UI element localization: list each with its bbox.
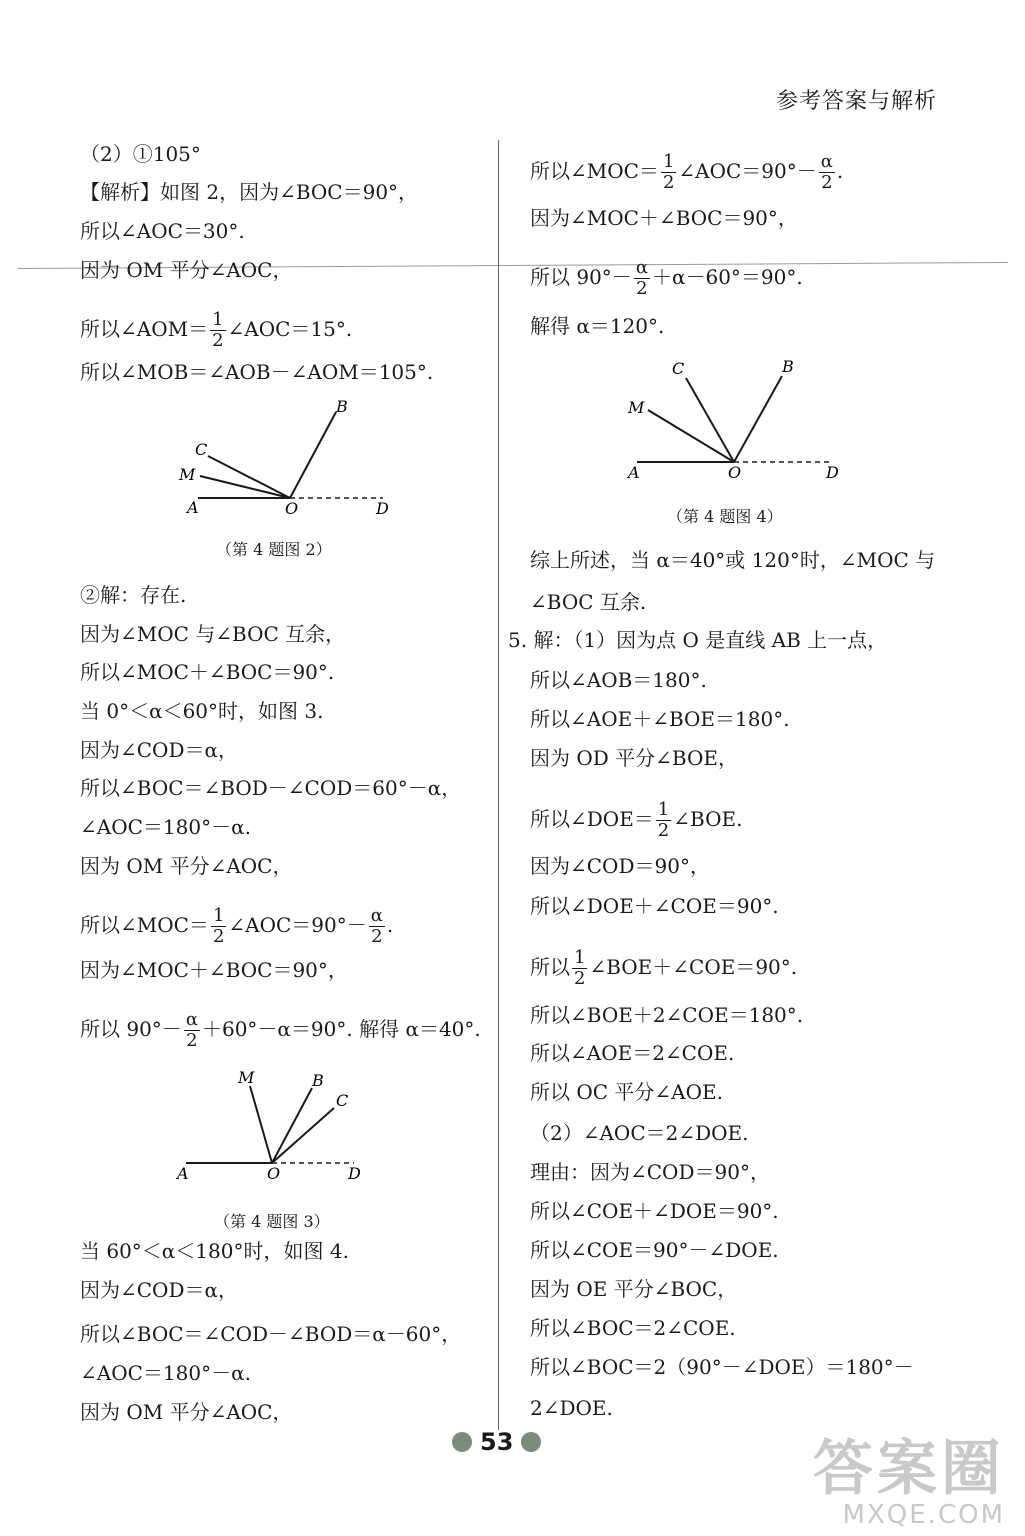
denominator: 2 <box>212 926 225 947</box>
text-line: 当 60°＜α＜180°时，如图 4. <box>80 1239 349 1263</box>
text-line: 5. 解：（1）因为点 O 是直线 AB 上一点， <box>508 628 888 652</box>
text-segment: ＋α－60°＝90°. <box>651 265 803 289</box>
label-D: D <box>376 499 389 518</box>
ray-OC <box>686 378 734 462</box>
denominator: 2 <box>662 172 675 193</box>
text-line: 因为∠COD＝α， <box>80 1278 238 1302</box>
numerator: α <box>185 1009 198 1030</box>
label-C: C <box>195 440 208 459</box>
figure-4-2-caption: （第 4 题图 2） <box>216 540 332 559</box>
text-line: 所以∠AOE＝2∠COE. <box>530 1041 735 1065</box>
text-line <box>530 948 797 989</box>
ray-OB <box>272 1088 312 1163</box>
text-line: 所以∠COE＋∠DOE＝90°. <box>530 1199 779 1223</box>
column-divider <box>498 140 499 1430</box>
text-line: 因为 OM 平分∠AOC， <box>80 1400 293 1424</box>
text-line <box>530 800 742 841</box>
text-segment: ∠BOE＋∠COE＝90°. <box>589 955 798 979</box>
ray-OM <box>648 410 734 462</box>
text-line: 所以 OC 平分∠AOE. <box>530 1080 723 1104</box>
text-line: 所以∠BOE＋2∠COE＝180°. <box>530 1003 804 1027</box>
numerator: 1 <box>212 905 225 926</box>
text-segment: ∠AOC＝90°－ <box>678 159 817 183</box>
text-segment: 所以∠MOC＝ <box>80 913 209 937</box>
text-segment: 所以 <box>530 955 570 979</box>
leaf-icon <box>452 1432 472 1452</box>
fraction <box>369 906 385 947</box>
label-A: A <box>628 463 640 482</box>
text-line: 所以∠BOC＝2∠COE. <box>530 1316 736 1340</box>
figure-4-4-caption: （第 4 题图 4） <box>667 507 783 526</box>
label-O: O <box>267 1164 281 1183</box>
ray-OM <box>200 476 290 498</box>
fraction <box>210 310 225 351</box>
text-line: 因为∠MOC＋∠BOC＝90°， <box>530 206 798 230</box>
fraction <box>634 258 650 299</box>
text-segment: . <box>836 159 844 183</box>
numerator: α <box>370 905 383 926</box>
text-line: 所以∠BOC＝∠BOD－∠COD＝60°－α， <box>80 776 462 800</box>
text-line: 所以∠AOE＋∠BOE＝180°. <box>530 707 790 731</box>
text-line <box>530 152 843 193</box>
label-C: C <box>336 1091 349 1110</box>
text-segment: 所以∠AOM＝ <box>80 317 209 341</box>
leaf-icon <box>521 1432 541 1452</box>
watermark <box>813 1434 1005 1530</box>
fraction <box>184 1010 200 1051</box>
denominator: 2 <box>212 330 224 351</box>
text-segment: 所以 90°－ <box>80 1017 182 1041</box>
text-line: 解得 α＝120°. <box>530 314 665 338</box>
numerator: 1 <box>574 947 586 968</box>
text-line: 因为∠COD＝α， <box>80 738 238 762</box>
watermark-logo: 答案圈 <box>813 1434 1005 1504</box>
text-line: 所以∠AOC＝30°. <box>80 219 245 243</box>
text-line: 2∠DOE. <box>530 1396 613 1420</box>
figure-4-2 <box>178 398 408 523</box>
text-line: ②解：存在. <box>80 583 187 607</box>
text-line: ∠BOC 互余. <box>530 590 647 614</box>
text-line: 所以∠AOB＝180°. <box>530 668 707 692</box>
text-line: （2）①105° <box>80 142 201 166</box>
text-line: 所以∠COE＝90°－∠DOE. <box>530 1238 779 1262</box>
figure-4-3 <box>172 1066 372 1184</box>
text-line: 所以∠BOC＝2（90°－∠DOE）＝180°－ <box>530 1355 914 1379</box>
fraction <box>661 152 676 193</box>
text-segment: 所以 90°－ <box>530 265 632 289</box>
numerator: 1 <box>662 151 675 172</box>
numerator: 1 <box>212 309 224 330</box>
text-line: 因为 OE 平分∠BOC， <box>530 1277 738 1301</box>
ray-OM <box>250 1086 272 1163</box>
text-line: 所以∠BOC＝∠COD－∠BOD＝α－60°， <box>80 1322 462 1346</box>
ray-OB <box>290 412 336 498</box>
text-line: 当 0°＜α＜60°时，如图 3. <box>80 699 324 723</box>
page-header: 参考答案与解析 <box>775 89 937 114</box>
text-line: （2）∠AOC＝2∠DOE. <box>530 1121 749 1145</box>
label-M: M <box>238 1068 255 1087</box>
text-line <box>530 258 803 299</box>
text-line: 综上所述，当 α＝40°或 120°时，∠MOC 与 <box>530 548 936 572</box>
label-M: M <box>179 465 196 484</box>
fraction <box>819 152 835 193</box>
label-M: M <box>628 398 645 417</box>
text-segment: 所以∠MOC＝ <box>530 159 659 183</box>
text-segment: . <box>386 913 394 937</box>
text-line: 因为 OM 平分∠AOC， <box>80 854 293 878</box>
watermark-url: MXQE.COM <box>842 1500 1005 1530</box>
text-line <box>80 310 352 351</box>
text-segment: ∠BOE. <box>673 807 743 831</box>
denominator: 2 <box>657 820 670 841</box>
text-segment: 所以∠DOE＝ <box>530 807 654 831</box>
denominator: 2 <box>371 926 383 947</box>
text-line: ∠AOC＝180°－α. <box>80 815 251 839</box>
text-segment: ∠AOC＝15°. <box>227 317 353 341</box>
text-line <box>80 1010 481 1051</box>
numerator: α <box>635 257 648 278</box>
denominator: 2 <box>574 968 586 989</box>
label-B: B <box>782 357 794 376</box>
denominator: 2 <box>636 278 648 299</box>
text-segment: ＋60°－α＝90°. 解得 α＝40°. <box>201 1017 481 1041</box>
page-number <box>452 1428 541 1456</box>
text-line <box>80 906 393 947</box>
label-B: B <box>312 1071 324 1090</box>
label-O: O <box>728 463 742 482</box>
label-C: C <box>672 359 685 378</box>
fraction <box>656 800 671 841</box>
denominator: 2 <box>821 172 833 193</box>
denominator: 2 <box>186 1030 198 1051</box>
ray-OC <box>208 456 290 498</box>
label-A: A <box>177 1164 189 1183</box>
text-line: ∠AOC＝180°－α. <box>80 1361 251 1385</box>
text-line: 因为∠MOC＋∠BOC＝90°， <box>80 958 348 982</box>
text-line: 因为∠MOC 与∠BOC 互余， <box>80 622 346 646</box>
text-segment: ∠AOC＝90°－ <box>228 913 367 937</box>
numerator: 1 <box>657 799 670 820</box>
text-line: 所以∠MOC＋∠BOC＝90°. <box>80 660 335 684</box>
numerator: α <box>820 151 833 172</box>
text-line: 理由：因为∠COD＝90°， <box>530 1160 770 1184</box>
figure-4-3-caption: （第 4 题图 3） <box>214 1212 330 1231</box>
text-line: 因为 OM 平分∠AOC， <box>80 258 293 282</box>
fraction <box>572 948 587 989</box>
text-line: 因为 OD 平分∠BOE， <box>530 746 738 770</box>
label-A: A <box>187 498 199 517</box>
label-D: D <box>348 1164 361 1183</box>
text-line: 因为∠COD＝90°， <box>530 854 710 878</box>
ray-OB <box>734 376 782 462</box>
text-line: 【解析】如图 2，因为∠BOC＝90°， <box>80 180 419 204</box>
fraction <box>211 906 226 947</box>
ray-OC <box>272 1108 334 1163</box>
label-O: O <box>285 499 299 518</box>
figure-4-4 <box>622 354 847 482</box>
text-line: 所以∠MOB＝∠AOB－∠AOM＝105°. <box>80 360 434 384</box>
text-line: 所以∠DOE＋∠COE＝90°. <box>530 894 779 918</box>
label-D: D <box>826 463 839 482</box>
page-number-text: 53 <box>480 1428 514 1456</box>
label-B: B <box>336 398 348 416</box>
